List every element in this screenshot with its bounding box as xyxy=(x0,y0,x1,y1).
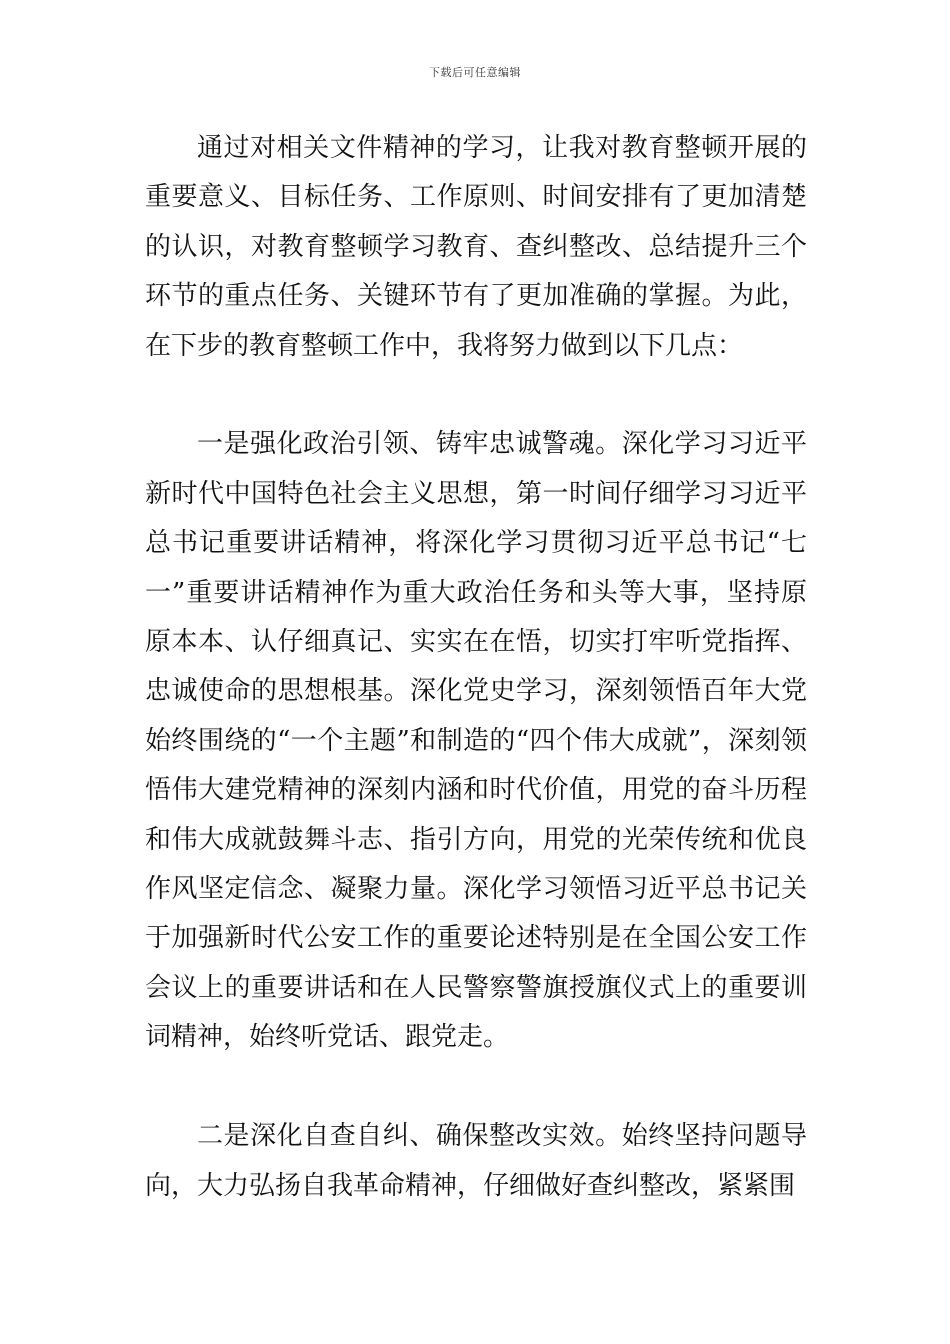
paragraph-gap xyxy=(145,371,807,420)
paragraph-gap xyxy=(145,1063,807,1112)
paragraph-intro: 通过对相关文件精神的学习，让我对教育整顿开展的重要意义、目标任务、工作原则、时间安排有了更加清楚的认识，对教育整顿学习教育、查纠整改、总结提升三个环节的重点任务、关键环节有了更加准确的掌握。为此，在下步的教育整顿工作中，我将努力做到以下几点： xyxy=(145,133,807,361)
header-note: 下载后可任意编辑 xyxy=(429,66,521,79)
paragraph-point-two: 二是深化自查自纠、确保整改实效。始终坚持问题导向，大力弘扬自我革命精神，仔细做好查纠整改，紧紧围 xyxy=(145,1121,807,1201)
document-body xyxy=(145,124,807,1211)
paragraph-point-one: 一是强化政治引领、铸牢忠诚警魂。深化学习习近平新时代中国特色社会主义思想，第一时间仔细学习习近平总书记重要讲话精神，将深化学习贯彻习近平总书记“七一”重要讲话精神作为重大政治任务和头等大事，坚持原原本本、认仔细真记、实实在在悟，切实打牢听党指挥、忠诚使命的思想根基。深化党史学习，深刻领悟百年大党始终围绕的“一个主题”和制造的“四个伟大成就”，深刻领悟伟大建党精神的深刻内涵和时代价值，用党的奋斗历程和伟大成就鼓舞斗志、指引方向，用党的光荣传统和优良作风坚定信念、凝聚力量。深化学习领悟习近平总书记关于加强新时代公安工作的重要论述特别是在全国公安工作会议上的重要讲话和在人民警察警旗授旗仪式上的重要训词精神，始终听党话、跟党走。 xyxy=(145,429,807,1053)
